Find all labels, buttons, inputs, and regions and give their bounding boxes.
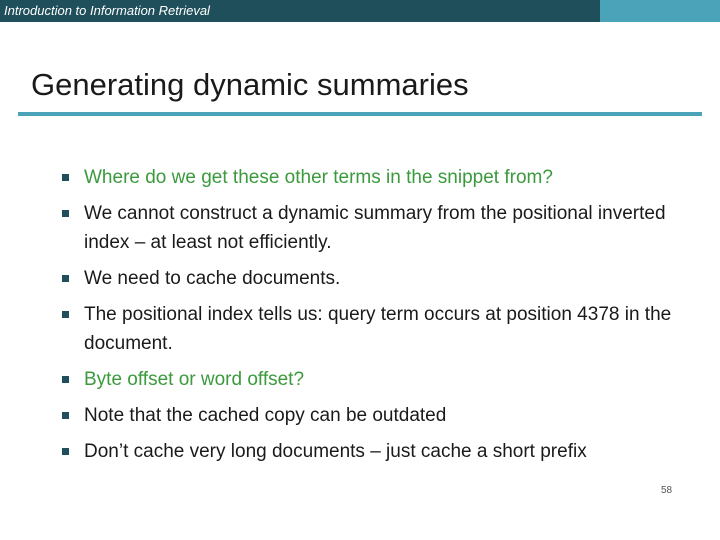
bullet-item [62, 401, 702, 430]
bullet-text: Don’t cache very long documents – just cache a short prefix [84, 441, 587, 462]
bullet-text: We cannot construct a dynamic summary from the positional inverted index – at least not efficiently. [84, 203, 666, 253]
header-accent-block [600, 0, 720, 22]
bullet-marker-icon [62, 174, 69, 181]
bullet-item [62, 300, 702, 358]
bullet-text: The positional index tells us: query term occurs at position 4378 in the document. [84, 304, 672, 354]
bullet-text: We need to cache documents. [84, 268, 341, 289]
bullet-marker-icon [62, 376, 69, 383]
bullet-text: Byte offset or word offset? [84, 369, 305, 390]
bullet-text: Where do we get these other terms in the snippet from? [84, 167, 553, 188]
page-number: 58 [661, 485, 673, 496]
bullet-marker-icon [62, 311, 69, 318]
bullet-item [62, 437, 702, 466]
bullet-marker-icon [62, 412, 69, 419]
bullet-item [62, 365, 702, 394]
course-title: Introduction to Information Retrieval [4, 3, 210, 18]
bullet-item [62, 199, 702, 257]
bullet-marker-icon [62, 448, 69, 455]
bullet-marker-icon [62, 210, 69, 217]
bullet-marker-icon [62, 275, 69, 282]
header-bar [0, 0, 600, 22]
bullet-list [62, 163, 702, 473]
bullet-item [62, 264, 702, 293]
bullet-text: Note that the cached copy can be outdated [84, 405, 447, 426]
title-divider [18, 112, 702, 116]
bullet-item [62, 163, 702, 192]
slide-title: Generating dynamic summaries [31, 67, 469, 102]
